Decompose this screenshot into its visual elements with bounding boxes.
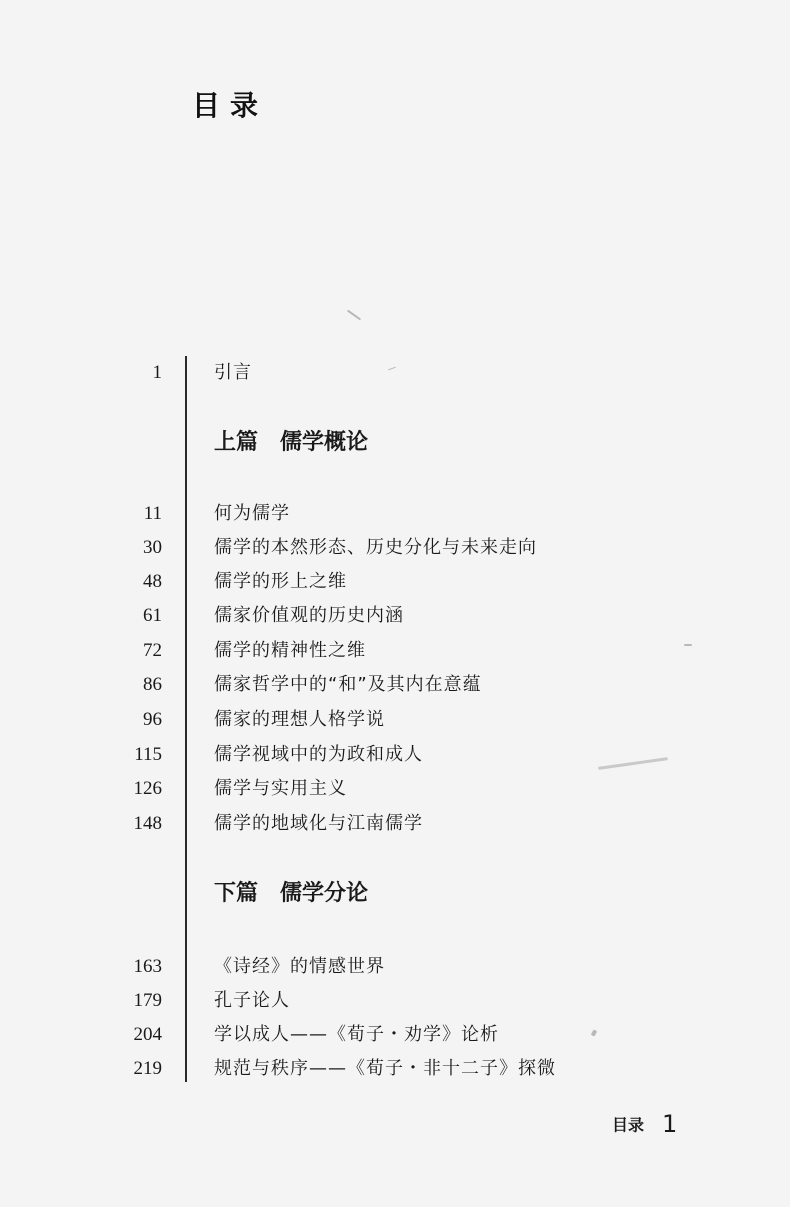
toc-entry-title: 儒学的本然形态、历史分化与未来走向	[214, 537, 537, 558]
toc-page-number: 219	[133, 1058, 162, 1079]
toc-entry-title: 孔子论人	[214, 990, 290, 1011]
toc-entry-title: 引言	[214, 362, 252, 383]
part1-name: 儒学概论	[280, 430, 369, 455]
toc-page-number: 86	[143, 674, 162, 695]
toc-entry-title: 儒家价值观的历史内涵	[214, 605, 404, 626]
page-footer	[612, 1110, 677, 1138]
footer-section-label: 目录	[612, 1115, 645, 1135]
toc-entry-title: 儒学的形上之维	[214, 571, 347, 592]
toc-page-number: 96	[143, 709, 162, 730]
toc-entry-title: 学以成人——《荀子・劝学》论析	[214, 1024, 499, 1045]
part2-name: 儒学分论	[280, 881, 369, 906]
toc-page-number: 115	[134, 744, 162, 765]
part1-heading	[214, 426, 368, 460]
scan-speck	[684, 644, 692, 646]
toc-entry-title: 儒学视域中的为政和成人	[214, 744, 423, 765]
toc-entry-title: 何为儒学	[214, 503, 290, 524]
toc-page-number: 61	[143, 605, 162, 626]
toc-page-number: 126	[133, 778, 162, 799]
toc-page-number: 179	[133, 990, 162, 1011]
vertical-divider-rule	[185, 356, 187, 1082]
toc-entry-title: 儒学的地域化与江南儒学	[214, 813, 423, 834]
page-title: 目录	[192, 89, 269, 122]
toc-entry-title: 儒家哲学中的“和”及其内在意蕴	[214, 674, 482, 695]
toc-page-number: 11	[143, 503, 162, 524]
toc-entry-title: 儒学与实用主义	[214, 778, 347, 799]
toc-page-number: 30	[143, 537, 162, 558]
toc-page-number: 148	[133, 813, 162, 834]
toc-page-number: 163	[133, 956, 162, 977]
toc-entry-title: 规范与秩序——《荀子・非十二子》探微	[214, 1058, 556, 1079]
toc-entry-title: 儒家的理想人格学说	[214, 709, 385, 730]
toc-entry-title: 《诗经》的情感世界	[214, 956, 385, 977]
part1-label: 上篇	[214, 430, 259, 455]
toc-entry-title: 儒学的精神性之维	[214, 640, 366, 661]
footer-page-number: 1	[662, 1110, 678, 1138]
part2-label: 下篇	[214, 881, 259, 906]
toc-page-number: 1	[152, 362, 162, 383]
part2-heading	[214, 877, 368, 911]
toc-page-number: 48	[143, 571, 162, 592]
toc-page-number: 204	[133, 1024, 162, 1045]
toc-page-number: 72	[143, 640, 162, 661]
